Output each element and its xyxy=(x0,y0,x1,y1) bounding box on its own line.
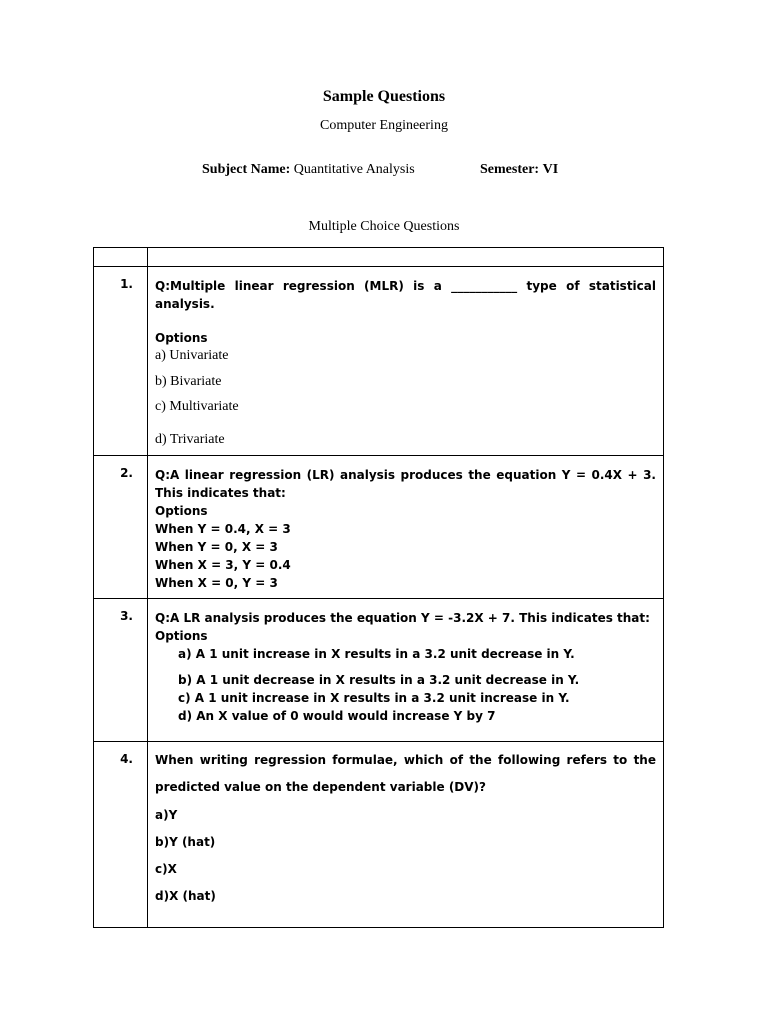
option-item: d)X (hat) xyxy=(155,889,216,903)
table-header-row xyxy=(94,248,664,267)
option-item: b) Bivariate xyxy=(155,374,222,389)
question-text: Q:A LR analysis produces the equation Y = -3.2X + 7. This indicates that: xyxy=(155,611,650,625)
option-item: c)X xyxy=(155,862,177,876)
option-item: c) A 1 unit increase in X results in a 3.2 unit increase in Y. xyxy=(178,691,570,705)
option-item: When X = 0, Y = 3 xyxy=(155,576,278,590)
option-item: d) Trivariate xyxy=(155,432,225,447)
section-title: Multiple Choice Questions xyxy=(308,219,460,234)
option-item: When Y = 0, X = 3 xyxy=(155,540,278,554)
subject-line xyxy=(202,162,415,178)
option-item: When X = 3, Y = 0.4 xyxy=(155,558,291,572)
table-row xyxy=(94,267,664,456)
question-text: Q:A linear regression (LR) analysis produces the equation Y = 0.4X + 3. This indicates that: xyxy=(155,468,656,500)
option-item: b) A 1 unit decrease in X results in a 3.2 unit decrease in Y. xyxy=(178,673,580,687)
option-item: a) Univariate xyxy=(155,348,229,363)
question-number: 3. xyxy=(94,599,148,742)
subject-label: Subject Name: xyxy=(202,162,291,177)
option-item: c) Multivariate xyxy=(155,399,239,414)
option-item: b)Y (hat) xyxy=(155,835,216,849)
semester-line xyxy=(480,162,558,178)
option-item: a)Y xyxy=(155,808,178,822)
table-row xyxy=(94,456,664,599)
header-cell-number xyxy=(94,248,148,267)
options-label: Options xyxy=(155,331,208,345)
options-label: Options xyxy=(155,504,208,518)
page-title: Sample Questions xyxy=(322,88,446,105)
question-cell xyxy=(148,742,664,928)
question-text: Q:Multiple linear regression (MLR) is a ___________ type of statistical analysis. xyxy=(155,279,656,311)
table-row xyxy=(94,742,664,928)
option-item: When Y = 0.4, X = 3 xyxy=(155,522,291,536)
subject-value: Quantitative Analysis xyxy=(293,162,415,177)
question-cell xyxy=(148,456,664,599)
semester-value: VI xyxy=(542,162,559,177)
table-row xyxy=(94,599,664,742)
option-item: d) An X value of 0 would would increase Y by 7 xyxy=(178,709,496,723)
question-number: 2. xyxy=(94,456,148,599)
question-cell xyxy=(148,599,664,742)
option-item: a) A 1 unit increase in X results in a 3.2 unit decrease in Y. xyxy=(178,647,575,661)
question-number: 4. xyxy=(94,742,148,928)
header-cell-question xyxy=(148,248,664,267)
options-label: Options xyxy=(155,629,208,643)
department-name: Computer Engineering xyxy=(320,118,448,133)
question-text: When writing regression formulae, which of the following refers to the predicted value on the dependent variable (DV)? xyxy=(155,753,656,794)
question-number: 1. xyxy=(94,267,148,456)
question-cell xyxy=(148,267,664,456)
questions-table xyxy=(93,247,664,928)
semester-label: Semester: xyxy=(480,162,540,177)
